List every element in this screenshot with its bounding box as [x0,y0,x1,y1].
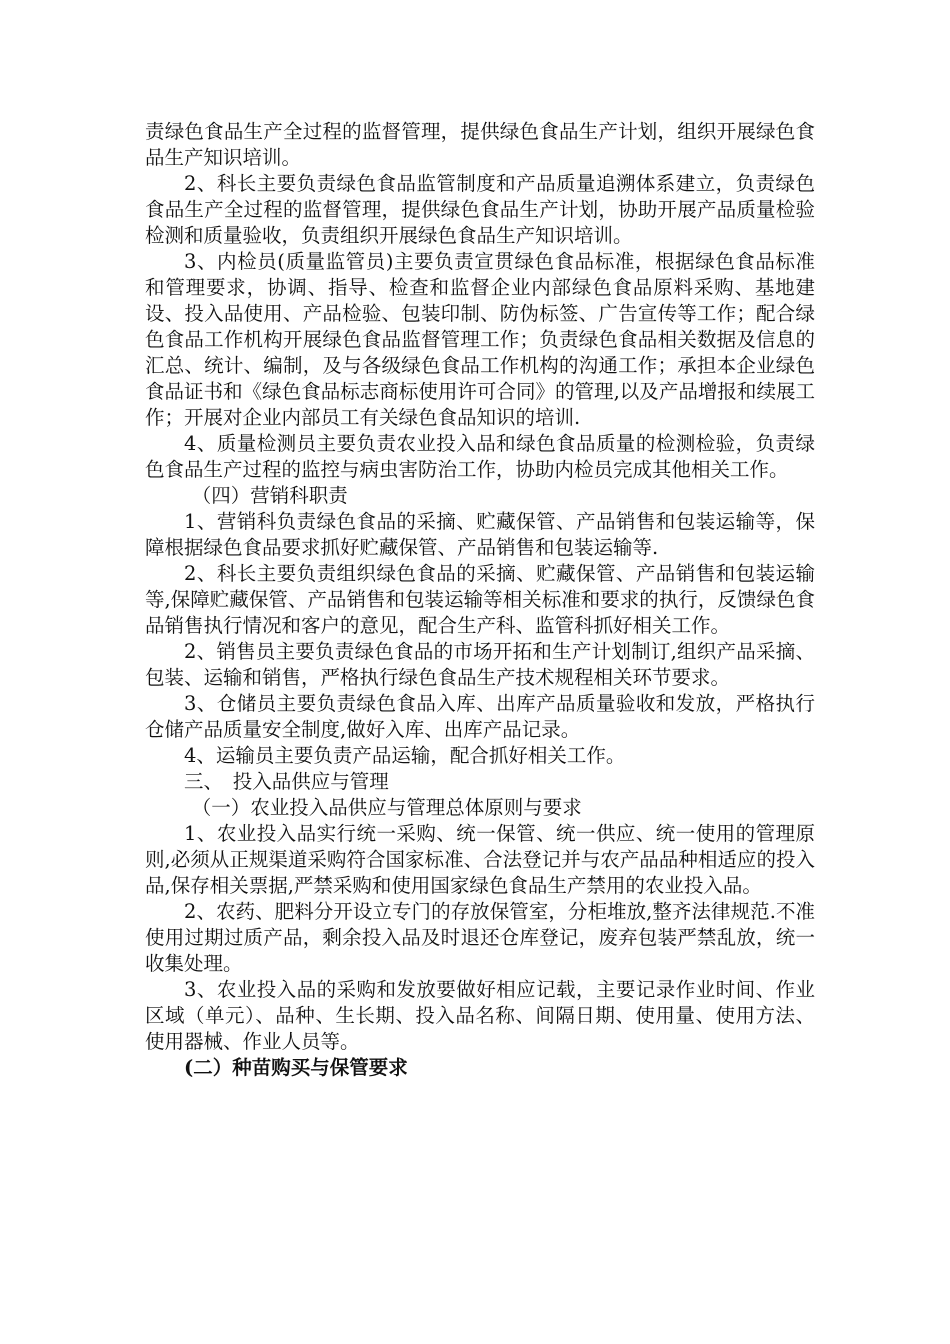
paragraph-transport-duties: 4、运输员主要负责产品运输，配合抓好相关工作。 [184,744,626,767]
subsection-heading-seedlings: (二）种苗购买与保管要求 [184,1056,408,1079]
document-page [145,119,815,1081]
paragraph-quality-tester-duties: 4、质量检测员主要负责农业投入品和绿色食品质量的检测检验，负责绿色食品生产过程的监控与病虫害防治工作，协助内检员完成其他相关工作。 [145,432,815,481]
paragraph-warehouse-duties: 3、仓储员主要负责绿色食品入库、出库产品质量验收和发放，严格执行仓储产品质量安全制度,做好入库、出库产品记录。 [145,692,815,741]
section-heading-marketing: （四）营销科职责 [191,484,348,507]
paragraph-sales-duties: 2、销售员主要负责绿色食品的市场开拓和生产计划制订,组织产品采摘、包装、运输和销售，严格执行绿色食品生产技术规程相关环节要求。 [145,640,815,689]
paragraph-inspector-duties: 3、内检员(质量监管员)主要负责宣贯绿色食品标准，根据绿色食品标准和管理要求，协调、指导、检查和监督企业内部绿色食品原料采购、基地建设、投入品使用、产品检验、包装印制、防伪标签、广告宣传等工作；配合绿色食品工作机构开展绿色食品监督管理工作；负责绿色食品相关数据及信息的汇总、统计、编制，及与各级绿色食品工作机构的沟通工作；承担本企业绿色食品证书和《绿色食品标志商标使用许可合同》的管理,以及产品增报和续展工作；开展对企业内部员工有关绿色食品知识的培训. [145,250,815,429]
paragraph-marketing-chief-duties: 2、科长主要负责组织绿色食品的采摘、贮藏保管、产品销售和包装运输等,保障贮藏保管、产品销售和包装运输等相关标准和要求的执行，反馈绿色食品销售执行情况和客户的意见，配合生产科、监管科抓好相关工作。 [145,562,815,637]
paragraph-input-principle-1: 1、农业投入品实行统一采购、统一保管、统一供应、统一使用的管理原则,必须从正规渠道采购符合国家标准、合法登记并与农产品品种相适应的投入品,保存相关票据,严禁采购和使用国家绿色食品生产禁用的农业投入品。 [145,822,815,897]
paragraph-continuation: 责绿色食品生产全过程的监督管理，提供绿色食品生产计划，组织开展绿色食品生产知识培训。 [145,120,815,169]
paragraph-input-principle-2: 2、农药、肥料分开设立专门的存放保管室，分柜堆放,整齐法律规范.不准使用过期过质产品，剩余投入品及时退还仓库登记，废弃包装严禁乱放，统一收集处理。 [145,900,815,975]
paragraph-marketing-duties: 1、营销科负责绿色食品的采摘、贮藏保管、产品销售和包装运输等，保障根据绿色食品要求抓好贮藏保管、产品销售和包装运输等. [145,510,815,559]
section-heading-inputs: 三、 投入品供应与管理 [184,770,389,793]
paragraph-section-chief-duties: 2、科长主要负责绿色食品监管制度和产品质量追溯体系建立，负责绿色食品生产全过程的监督管理，提供绿色食品生产计划，协助开展产品质量检验检测和质量验收，负责组织开展绿色食品生产知识培训。 [145,172,815,247]
subsection-heading-input-principles: （一）农业投入品供应与管理总体原则与要求 [191,796,582,819]
paragraph-input-principle-3: 3、农业投入品的采购和发放要做好相应记载，主要记录作业时间、作业区域（单元）、品种、生长期、投入品名称、间隔日期、使用量、使用方法、使用器械、作业人员等。 [145,978,815,1053]
